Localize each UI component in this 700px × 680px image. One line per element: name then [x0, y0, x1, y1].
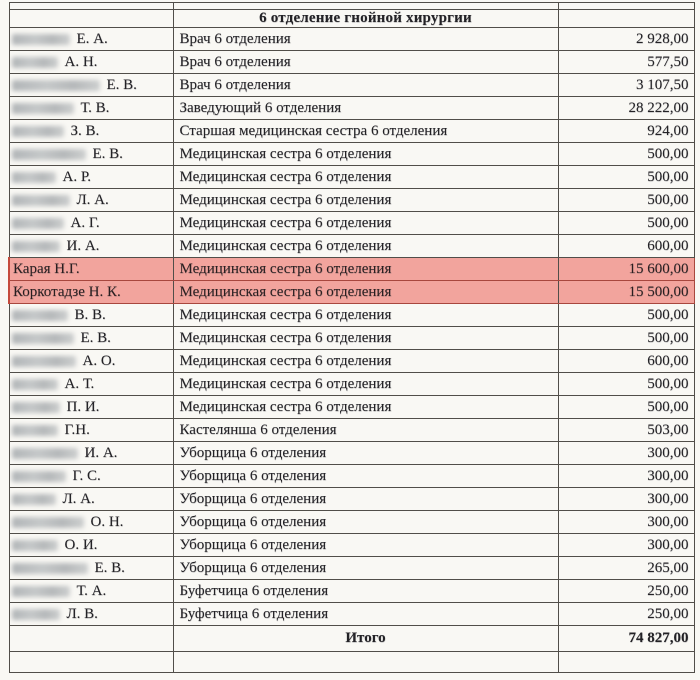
- position-cell: Кастелянша 6 отделения: [173, 419, 558, 442]
- position-cell: Уборщица 6 отделения: [173, 511, 558, 534]
- table-row: [9, 212, 694, 235]
- redacted-name-wrap: [10, 100, 173, 117]
- table-head-rows: [9, 3, 694, 28]
- position-cell: Уборщица 6 отделения: [173, 465, 558, 488]
- staff-salary-table: [8, 2, 695, 673]
- redacted-name-wrap: [10, 238, 173, 255]
- name-cell: [9, 465, 173, 488]
- redacted-name-wrap: [10, 399, 173, 416]
- redacted-name-wrap: [10, 123, 173, 140]
- redacted-name-wrap: [10, 560, 173, 577]
- employee-initials: Т. А.: [76, 582, 107, 599]
- position-cell: Медицинская сестра 6 отделения: [173, 143, 558, 166]
- position-cell: Медицинская сестра 6 отделения: [173, 304, 558, 327]
- amount-cell: 3 107,50: [558, 74, 694, 97]
- redacted-name-blur: [12, 356, 76, 367]
- redacted-name-blur: [12, 103, 74, 114]
- employee-initials: И. А.: [84, 444, 118, 461]
- name-cell: [9, 442, 173, 465]
- redacted-name-wrap: [10, 353, 173, 370]
- employee-initials: Т. В.: [80, 99, 110, 116]
- position-cell: Медицинская сестра 6 отделения: [173, 166, 558, 189]
- redacted-name-wrap: [10, 192, 173, 209]
- table-row: [9, 120, 694, 143]
- employee-initials: Л. А.: [76, 191, 109, 208]
- redacted-name-wrap: [10, 146, 173, 163]
- name-cell: [9, 511, 173, 534]
- position-cell: Медицинская сестра 6 отделения: [173, 327, 558, 350]
- name-cell: [9, 373, 173, 396]
- redacted-name-wrap: [10, 445, 173, 462]
- name-cell: [9, 258, 173, 281]
- table-body: [9, 28, 694, 626]
- section-header-row: [9, 10, 694, 28]
- amount-cell: 500,00: [558, 212, 694, 235]
- employee-initials: А. Т.: [64, 375, 95, 392]
- employee-initials: Г. С.: [72, 467, 101, 484]
- employee-initials: И. А.: [66, 237, 100, 254]
- employee-initials: Л. А.: [62, 490, 95, 507]
- redacted-name-wrap: [10, 606, 173, 623]
- redacted-name-blur: [12, 34, 70, 45]
- name-cell: [9, 603, 173, 626]
- name-cell: [9, 327, 173, 350]
- employee-initials: Е. В.: [94, 559, 125, 576]
- table-row: [9, 51, 694, 74]
- redacted-name-wrap: [10, 491, 173, 508]
- redacted-name-blur: [12, 241, 60, 252]
- employee-initials: О. Н.: [90, 513, 124, 530]
- redacted-name-blur: [12, 586, 70, 597]
- empty-cell: [558, 652, 694, 673]
- position-cell: Медицинская сестра 6 отделения: [173, 212, 558, 235]
- redacted-name-wrap: [10, 468, 173, 485]
- position-cell: Врач 6 отделения: [173, 28, 558, 51]
- name-cell: [9, 281, 173, 304]
- amount-cell: 924,00: [558, 120, 694, 143]
- amount-cell: 500,00: [558, 327, 694, 350]
- amount-cell: 250,00: [558, 603, 694, 626]
- position-cell: Уборщица 6 отделения: [173, 442, 558, 465]
- amount-cell: 600,00: [558, 350, 694, 373]
- position-cell: Уборщица 6 отделения: [173, 534, 558, 557]
- amount-cell: 500,00: [558, 166, 694, 189]
- empty-cell: [9, 10, 173, 28]
- employee-initials: Е. А.: [76, 30, 108, 47]
- redacted-name-blur: [12, 126, 64, 137]
- empty-cell: [9, 626, 173, 652]
- section-header: 6 отделение гнойной хирургии: [173, 10, 558, 28]
- amount-cell: 300,00: [558, 488, 694, 511]
- name-cell: [9, 580, 173, 603]
- table-row: [9, 235, 694, 258]
- amount-cell: 600,00: [558, 235, 694, 258]
- table-row: [9, 28, 694, 51]
- amount-cell: 300,00: [558, 442, 694, 465]
- employee-initials: Л. В.: [66, 605, 98, 622]
- position-cell: Медицинская сестра 6 отделения: [173, 189, 558, 212]
- position-cell: Заведующий 6 отделения: [173, 97, 558, 120]
- amount-cell: 300,00: [558, 511, 694, 534]
- table-row: [9, 465, 694, 488]
- redacted-name-wrap: [10, 31, 173, 48]
- redacted-name-wrap: [10, 514, 173, 531]
- name-cell: [9, 51, 173, 74]
- redacted-name-blur: [12, 218, 64, 229]
- position-cell: Медицинская сестра 6 отделения: [173, 258, 558, 281]
- amount-cell: 300,00: [558, 465, 694, 488]
- redacted-name-wrap: [10, 215, 173, 232]
- amount-cell: 500,00: [558, 396, 694, 419]
- employee-initials: О. И.: [64, 536, 98, 553]
- name-cell: [9, 396, 173, 419]
- redacted-name-blur: [12, 540, 58, 551]
- redacted-name-wrap: [10, 307, 173, 324]
- employee-initials: А. О.: [82, 352, 116, 369]
- empty-cell: [558, 10, 694, 28]
- table-row: [9, 442, 694, 465]
- redacted-name-wrap: [10, 583, 173, 600]
- table-row: [9, 97, 694, 120]
- amount-cell: 300,00: [558, 534, 694, 557]
- table-row: [9, 488, 694, 511]
- table-row: [9, 143, 694, 166]
- amount-cell: 15 600,00: [558, 258, 694, 281]
- name-cell: [9, 189, 173, 212]
- redacted-name-wrap: [10, 169, 173, 186]
- table-row: [9, 580, 694, 603]
- redacted-name-blur: [12, 80, 100, 91]
- total-row: [9, 626, 694, 652]
- redacted-name-blur: [12, 57, 58, 68]
- redacted-name-blur: [12, 563, 88, 574]
- name-cell: [9, 557, 173, 580]
- redacted-name-blur: [12, 402, 60, 413]
- amount-cell: 500,00: [558, 189, 694, 212]
- redacted-name-blur: [12, 425, 58, 436]
- redacted-name-blur: [12, 471, 66, 482]
- table-row: [9, 189, 694, 212]
- empty-cell: [173, 3, 558, 10]
- name-cell: [9, 166, 173, 189]
- amount-cell: 265,00: [558, 557, 694, 580]
- employee-initials: А. Г.: [70, 214, 100, 231]
- position-cell: Уборщица 6 отделения: [173, 557, 558, 580]
- amount-cell: 2 928,00: [558, 28, 694, 51]
- table-row: [9, 166, 694, 189]
- position-cell: Медицинская сестра 6 отделения: [173, 235, 558, 258]
- employee-initials: П. И.: [66, 398, 100, 415]
- name-cell: [9, 143, 173, 166]
- name-cell: [9, 74, 173, 97]
- empty-cell: [173, 652, 558, 673]
- empty-cell: [9, 3, 173, 10]
- table-row-partial-top: [9, 3, 694, 10]
- table-row: [9, 74, 694, 97]
- name-cell: [9, 534, 173, 557]
- table-row: [9, 534, 694, 557]
- table-row: [9, 304, 694, 327]
- table-foot-rows: [9, 626, 694, 673]
- position-cell: Буфетчица 6 отделения: [173, 603, 558, 626]
- total-label: Итого: [173, 626, 558, 652]
- redacted-name-wrap: [10, 77, 173, 94]
- name-cell: [9, 97, 173, 120]
- name-cell: [9, 212, 173, 235]
- redacted-name-blur: [12, 149, 86, 160]
- amount-cell: 250,00: [558, 580, 694, 603]
- employee-name: Карая Н.Г.: [13, 260, 80, 277]
- employee-initials: Е. В.: [92, 145, 123, 162]
- name-cell: [9, 235, 173, 258]
- redacted-name-wrap: [10, 54, 173, 71]
- amount-cell: 28 222,00: [558, 97, 694, 120]
- empty-cell: [9, 652, 173, 673]
- empty-cell: [558, 3, 694, 10]
- table-row: [9, 350, 694, 373]
- amount-cell: 15 500,00: [558, 281, 694, 304]
- redacted-name-wrap: [10, 422, 173, 439]
- redacted-name-blur: [12, 172, 56, 183]
- table-row: [9, 327, 694, 350]
- redacted-name-wrap: [10, 330, 173, 347]
- employee-initials: Е. В.: [80, 329, 111, 346]
- total-amount: 74 827,00: [558, 626, 694, 652]
- name-cell: [9, 120, 173, 143]
- table-row: [9, 557, 694, 580]
- amount-cell: 500,00: [558, 373, 694, 396]
- position-cell: Медицинская сестра 6 отделения: [173, 350, 558, 373]
- amount-cell: 500,00: [558, 304, 694, 327]
- name-cell: [9, 419, 173, 442]
- name-cell: [9, 488, 173, 511]
- employee-initials: Г.Н.: [64, 421, 90, 438]
- table-row: [9, 281, 694, 304]
- table-row-partial-bottom: [9, 652, 694, 673]
- table-row: [9, 258, 694, 281]
- redacted-name-blur: [12, 494, 56, 505]
- table-row: [9, 603, 694, 626]
- redacted-name-blur: [12, 310, 68, 321]
- redacted-name-blur: [12, 517, 84, 528]
- table-row: [9, 419, 694, 442]
- redacted-name-wrap: [10, 537, 173, 554]
- position-cell: Старшая медицинская сестра 6 отделения: [173, 120, 558, 143]
- amount-cell: 577,50: [558, 51, 694, 74]
- position-cell: Врач 6 отделения: [173, 51, 558, 74]
- employee-initials: А. Н.: [64, 53, 98, 70]
- table-row: [9, 373, 694, 396]
- position-cell: Медицинская сестра 6 отделения: [173, 281, 558, 304]
- redacted-name-blur: [12, 609, 60, 620]
- amount-cell: 500,00: [558, 143, 694, 166]
- position-cell: Медицинская сестра 6 отделения: [173, 396, 558, 419]
- employee-initials: В. В.: [74, 306, 106, 323]
- name-cell: [9, 304, 173, 327]
- redacted-name-blur: [12, 195, 70, 206]
- redacted-name-wrap: [10, 376, 173, 393]
- employee-initials: А. Р.: [62, 168, 92, 185]
- redacted-name-blur: [12, 448, 78, 459]
- amount-cell: 503,00: [558, 419, 694, 442]
- employee-initials: З. В.: [70, 122, 100, 139]
- employee-name: Коркотадзе Н. К.: [13, 283, 121, 300]
- table-row: [9, 396, 694, 419]
- redacted-name-blur: [12, 379, 58, 390]
- employee-initials: Е. В.: [106, 76, 137, 93]
- position-cell: Уборщица 6 отделения: [173, 488, 558, 511]
- position-cell: Буфетчица 6 отделения: [173, 580, 558, 603]
- position-cell: Врач 6 отделения: [173, 74, 558, 97]
- position-cell: Медицинская сестра 6 отделения: [173, 373, 558, 396]
- table-row: [9, 511, 694, 534]
- name-cell: [9, 350, 173, 373]
- redacted-name-blur: [12, 333, 74, 344]
- name-cell: [9, 28, 173, 51]
